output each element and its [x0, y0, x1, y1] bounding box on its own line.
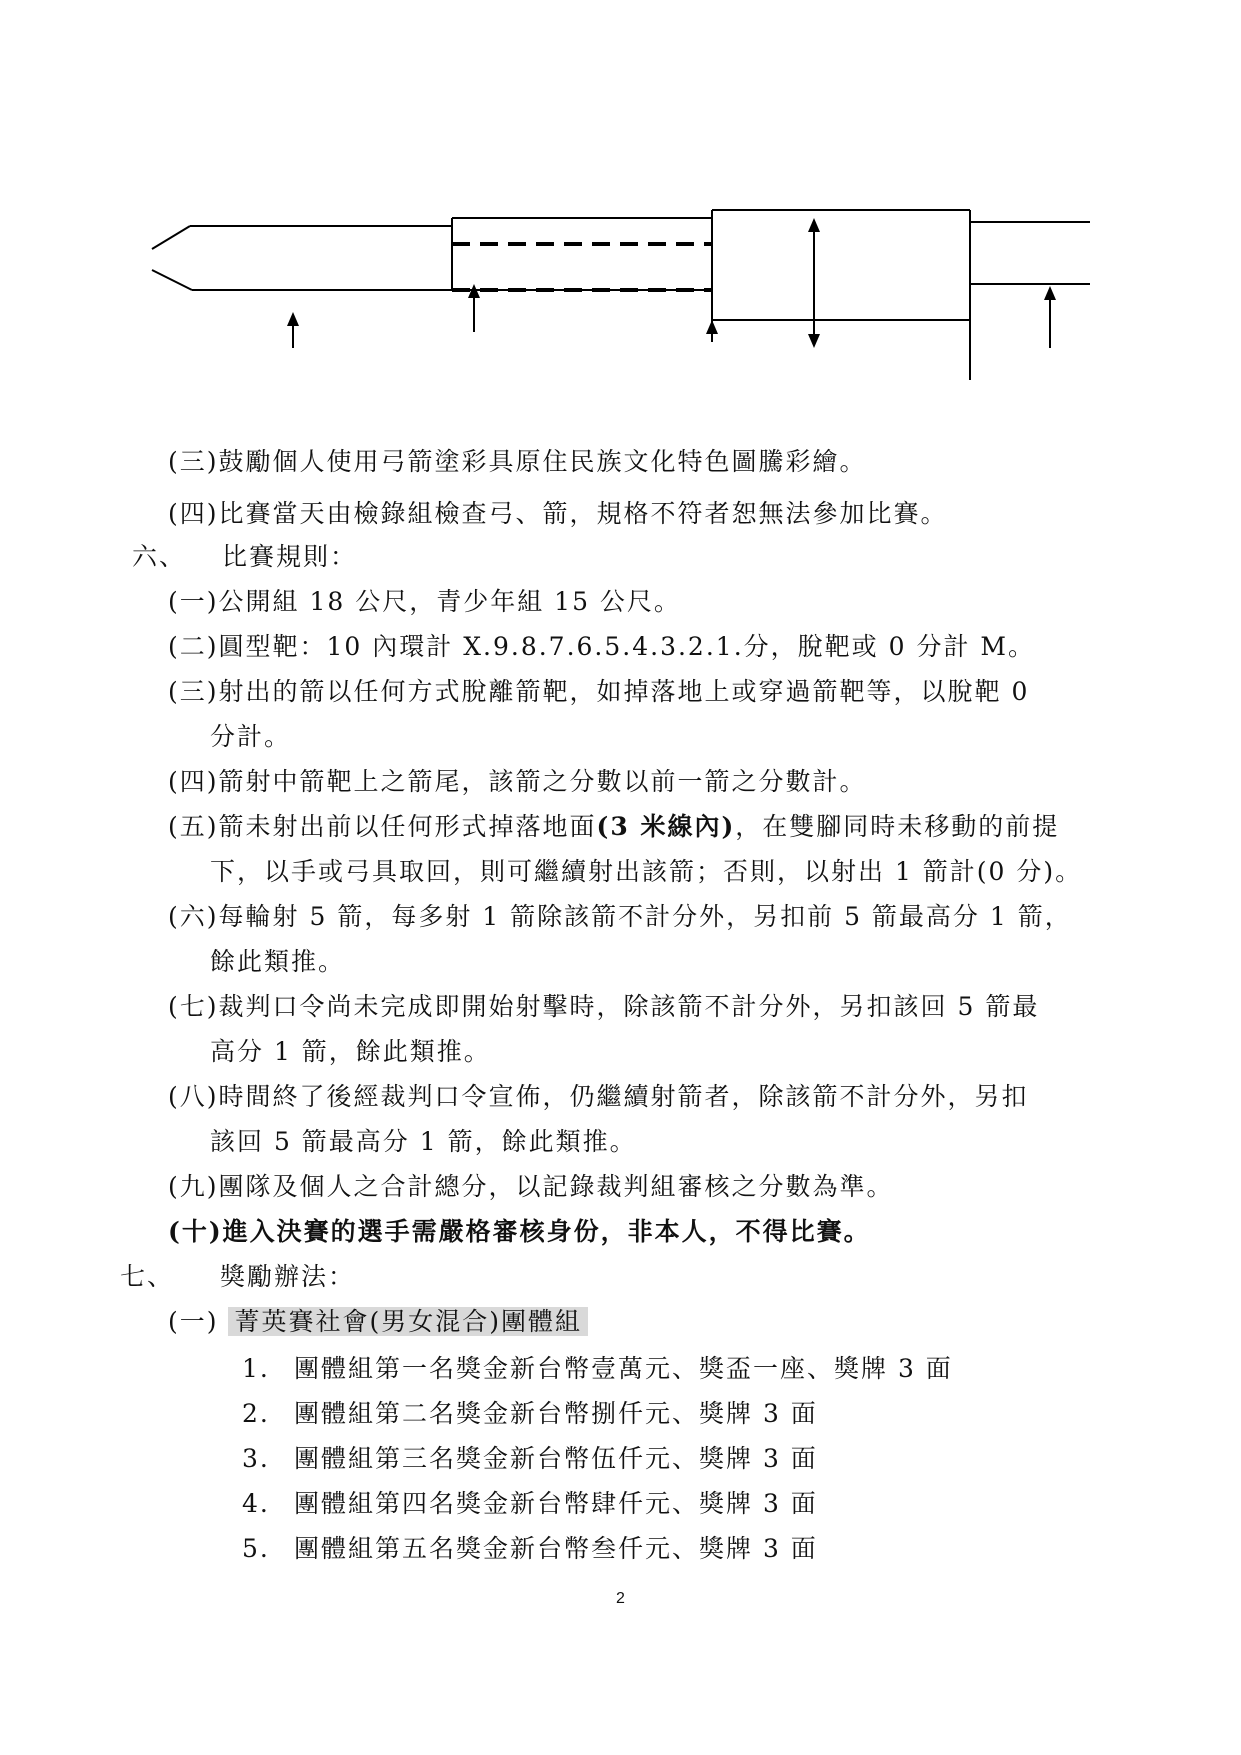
arrowhead-dimension-down: [808, 334, 820, 348]
arrowhead-nock: [1044, 286, 1056, 300]
award-group-title: 菁英賽社會(男女混合)團體組: [228, 1307, 588, 1336]
rule-6-cont: 餘此類推。: [210, 947, 346, 976]
rule-5-cont: 下，以手或弓具取回，則可繼續射出該箭；否則，以射出 1 箭計(0 分)。: [210, 857, 1083, 886]
rule-3: [168, 675, 1029, 709]
rule-9: [168, 1170, 894, 1204]
rule-text-post: ，在雙腳同時未移動的前提: [735, 812, 1060, 841]
section-title: 獎勵辦法：: [220, 1262, 356, 1291]
arrowhead-tip: [287, 312, 299, 326]
prize-item: [242, 1397, 818, 1431]
rule-text: 射出的箭以任何方式脫離箭靶，如掉落地上或穿過箭靶等，以脫靶 0: [218, 677, 1030, 706]
page-number: 2: [616, 1590, 625, 1607]
arrowhead-box: [706, 320, 718, 334]
rule-label: (七): [168, 992, 219, 1021]
arrow-shape-diagram: [0, 0, 1241, 400]
item-4: [168, 497, 948, 531]
rule-6: [168, 900, 1072, 934]
prize-text: 團體組第三名獎金新台幣伍仟元、獎牌 3 面: [294, 1444, 818, 1473]
item-text: 比賽當天由檢錄組檢查弓、箭，規格不符者恕無法參加比賽。: [218, 499, 948, 528]
section-6-heading: [132, 540, 357, 574]
prize-item: [242, 1352, 953, 1386]
rule-7: [168, 990, 1039, 1024]
section-7-heading: [120, 1260, 355, 1294]
rule-5: [168, 810, 1059, 844]
rule-7-cont: 高分 1 箭，餘此類推。: [210, 1037, 491, 1066]
prize-item: [242, 1487, 818, 1521]
tip-lower-edge: [152, 270, 192, 290]
rule-text: 圓型靶：10 內環計 X.9.8.7.6.5.4.3.2.1.分，脫靶或 0 分計 M。: [218, 632, 1035, 661]
rule-8: [168, 1080, 1029, 1114]
prize-item: [242, 1532, 818, 1566]
rule-2: [168, 630, 1035, 664]
item-label: (三): [168, 447, 219, 476]
prize-text: 團體組第一名獎金新台幣壹萬元、獎盃一座、獎牌 3 面: [294, 1354, 953, 1383]
item-text: 鼓勵個人使用弓箭塗彩具原住民族文化特色圖騰彩繪。: [218, 447, 867, 476]
rule-8-cont: 該回 5 箭最高分 1 箭，餘此類推。: [210, 1127, 637, 1156]
award-group-label: (一): [168, 1307, 219, 1336]
section-title: 比賽規則：: [222, 542, 358, 571]
award-group: [168, 1305, 588, 1339]
rule-3-cont: 分計。: [210, 722, 292, 751]
prize-text: 團體組第二名獎金新台幣捌仟元、獎牌 3 面: [294, 1399, 818, 1428]
section-number: 七、: [120, 1262, 175, 1291]
rule-text: 進入決賽的選手需嚴格審核身份，非本人，不得比賽。: [222, 1217, 871, 1246]
rule-text: 每輪射 5 箭，每多射 1 箭除該箭不計分外，另扣前 5 箭最高分 1 箭，: [218, 902, 1072, 931]
rule-1: [168, 585, 681, 619]
prize-number: 1.: [242, 1354, 270, 1383]
rule-text: 團隊及個人之合計總分，以記錄裁判組審核之分數為準。: [218, 1172, 894, 1201]
rule-label: (四): [168, 767, 219, 796]
rule-text: 公開組 18 公尺，青少年組 15 公尺。: [218, 587, 681, 616]
rule-10: [168, 1215, 871, 1249]
arrowhead-dimension-up: [808, 218, 820, 232]
rule-4: [168, 765, 867, 799]
rule-label: (二): [168, 632, 219, 661]
rule-text: 時間終了後經裁判口令宣佈，仍繼續射箭者，除該箭不計分外，另扣: [218, 1082, 1029, 1111]
rule-label: (六): [168, 902, 219, 931]
prize-text: 團體組第四名獎金新台幣肆仟元、獎牌 3 面: [294, 1489, 818, 1518]
prize-number: 4.: [242, 1489, 270, 1518]
rule-label: (九): [168, 1172, 219, 1201]
rule-text-bold: (3 米線內): [596, 812, 736, 841]
prize-number: 2.: [242, 1399, 270, 1428]
rule-label: (一): [168, 587, 219, 616]
rule-label: (八): [168, 1082, 219, 1111]
tip-upper-edge: [152, 226, 190, 249]
section-number: 六、: [132, 542, 187, 571]
rule-text: 箭射中箭靶上之箭尾，該箭之分數以前一箭之分數計。: [218, 767, 867, 796]
prize-number: 5.: [242, 1534, 270, 1563]
prize-item: [242, 1442, 818, 1476]
prize-number: 3.: [242, 1444, 270, 1473]
rule-label: (十): [168, 1217, 223, 1246]
rule-text: 裁判口令尚未完成即開始射擊時，除該箭不計分外，另扣該回 5 箭最: [218, 992, 1040, 1021]
prize-text: 團體組第五名獎金新台幣叁仟元、獎牌 3 面: [294, 1534, 818, 1563]
rule-text-pre: 箭未射出前以任何形式掉落地面: [218, 812, 597, 841]
rule-label: (五): [168, 812, 219, 841]
rule-label: (三): [168, 677, 219, 706]
item-label: (四): [168, 499, 219, 528]
item-3: [168, 445, 867, 479]
